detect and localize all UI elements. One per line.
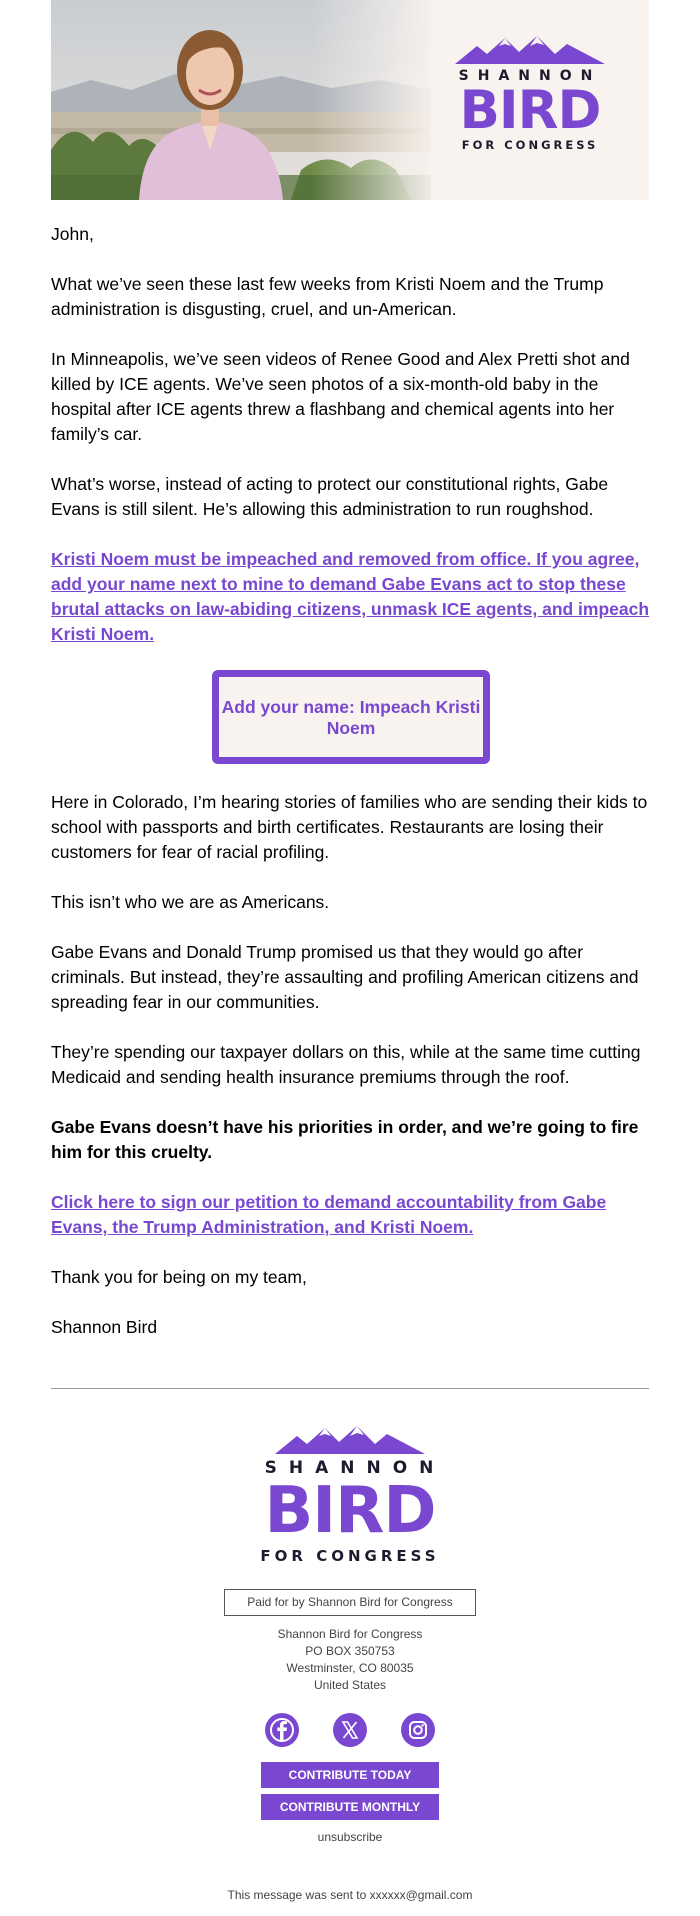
mountain-logo-icon (455, 34, 605, 64)
logo-bird: BIRD (264, 1474, 436, 1548)
logo-name: SHANNON (264, 1458, 446, 1478)
petition-link-paragraph (51, 1190, 651, 1240)
logo-bird: BIRD (459, 80, 601, 141)
contribute-today-button[interactable]: CONTRIBUTE TODAY (261, 1762, 439, 1788)
mailing-address (150, 1626, 550, 1694)
mountain-logo-icon (275, 1424, 425, 1454)
greeting: John, (51, 224, 94, 244)
body-paragraph: In Minneapolis, we’ve seen videos of Renee Good and Alex Pretti shot and killed by ICE agents. We’ve seen photos of a six-month-old baby in the hospital after ICE agents threw a flashbang and chemical agents into her family’s car. (51, 349, 630, 444)
sent-to-notice (100, 1888, 600, 1902)
body-paragraph: Here in Colorado, I’m hearing stories of families who are sending their kids to school with passports and birth certificates. Restaurants are losing their customers for fear of racial profiling. (51, 792, 648, 862)
address-line: United States (313, 1678, 387, 1692)
email-body (51, 222, 651, 1365)
sent-to-prefix: This message was sent to (227, 1888, 370, 1902)
body-paragraph: Gabe Evans and Donald Trump promised us that they would go after criminals. But instead, they’re assaulting and profiling American citizens and spreading fear in our communities. (51, 942, 639, 1012)
body-paragraph: What’s worse, instead of acting to protect our constitutional rights, Gabe Evans is still silent. He’s allowing this administration to run roughshod. (51, 474, 609, 519)
bold-paragraph: Gabe Evans doesn’t have his priorities in order, and we’re going to fire him for this cruelty. (51, 1117, 639, 1162)
facebook-icon (265, 1713, 299, 1747)
contribute-monthly-button[interactable]: CONTRIBUTE MONTHLY (261, 1794, 439, 1820)
instagram-link[interactable] (401, 1713, 435, 1747)
sent-to-email: xxxxxx@gmail.com (369, 1888, 473, 1902)
social-links (265, 1713, 435, 1747)
accountability-petition-link[interactable]: Click here to sign our petition to demand accountability from Gabe Evans, the Trump Administration, and Kristi Noem. (51, 1192, 607, 1237)
unsubscribe-link[interactable]: unsubscribe (317, 1830, 383, 1844)
logo-subtitle: FOR CONGRESS (260, 1547, 440, 1565)
footer-logo (240, 1424, 460, 1564)
instagram-icon (401, 1713, 435, 1747)
signoff: Thank you for being on my team, (51, 1267, 307, 1287)
impeach-petition-link[interactable]: Kristi Noem must be impeached and removed from office. If you agree, add your name next to mine to demand Gabe Evans act to stop these brutal attacks on law-abiding citizens, unmask ICE agents, and impeach Kristi Noem. (51, 549, 650, 644)
header-banner (51, 0, 649, 200)
x-twitter-icon (333, 1713, 367, 1747)
add-your-name-button[interactable]: Add your name: Impeach Kristi Noem (212, 670, 490, 764)
signature: Shannon Bird (51, 1317, 158, 1337)
facebook-link[interactable] (265, 1713, 299, 1747)
impeach-link-paragraph (51, 547, 651, 647)
logo-subtitle: FOR CONGRESS (461, 138, 599, 152)
header-logo (425, 34, 635, 152)
x-twitter-link[interactable] (333, 1713, 367, 1747)
address-line: Shannon Bird for Congress (277, 1627, 423, 1641)
cta-wrapper (51, 670, 651, 764)
footer-divider (51, 1388, 649, 1389)
body-paragraph: They’re spending our taxpayer dollars on this, while at the same time cutting Medicaid and sending health insurance premiums through the roof. (51, 1042, 641, 1087)
paid-for-disclaimer: Paid for by Shannon Bird for Congress (224, 1589, 476, 1616)
body-paragraph: This isn’t who we are as Americans. (51, 892, 330, 912)
logo-name: SHANNON (458, 68, 602, 84)
address-line: PO BOX 350753 (305, 1644, 395, 1658)
address-line: Westminster, CO 80035 (286, 1661, 414, 1675)
body-paragraph: What we’ve seen these last few weeks from Kristi Noem and the Trump administration is disgusting, cruel, and un-American. (51, 274, 604, 319)
